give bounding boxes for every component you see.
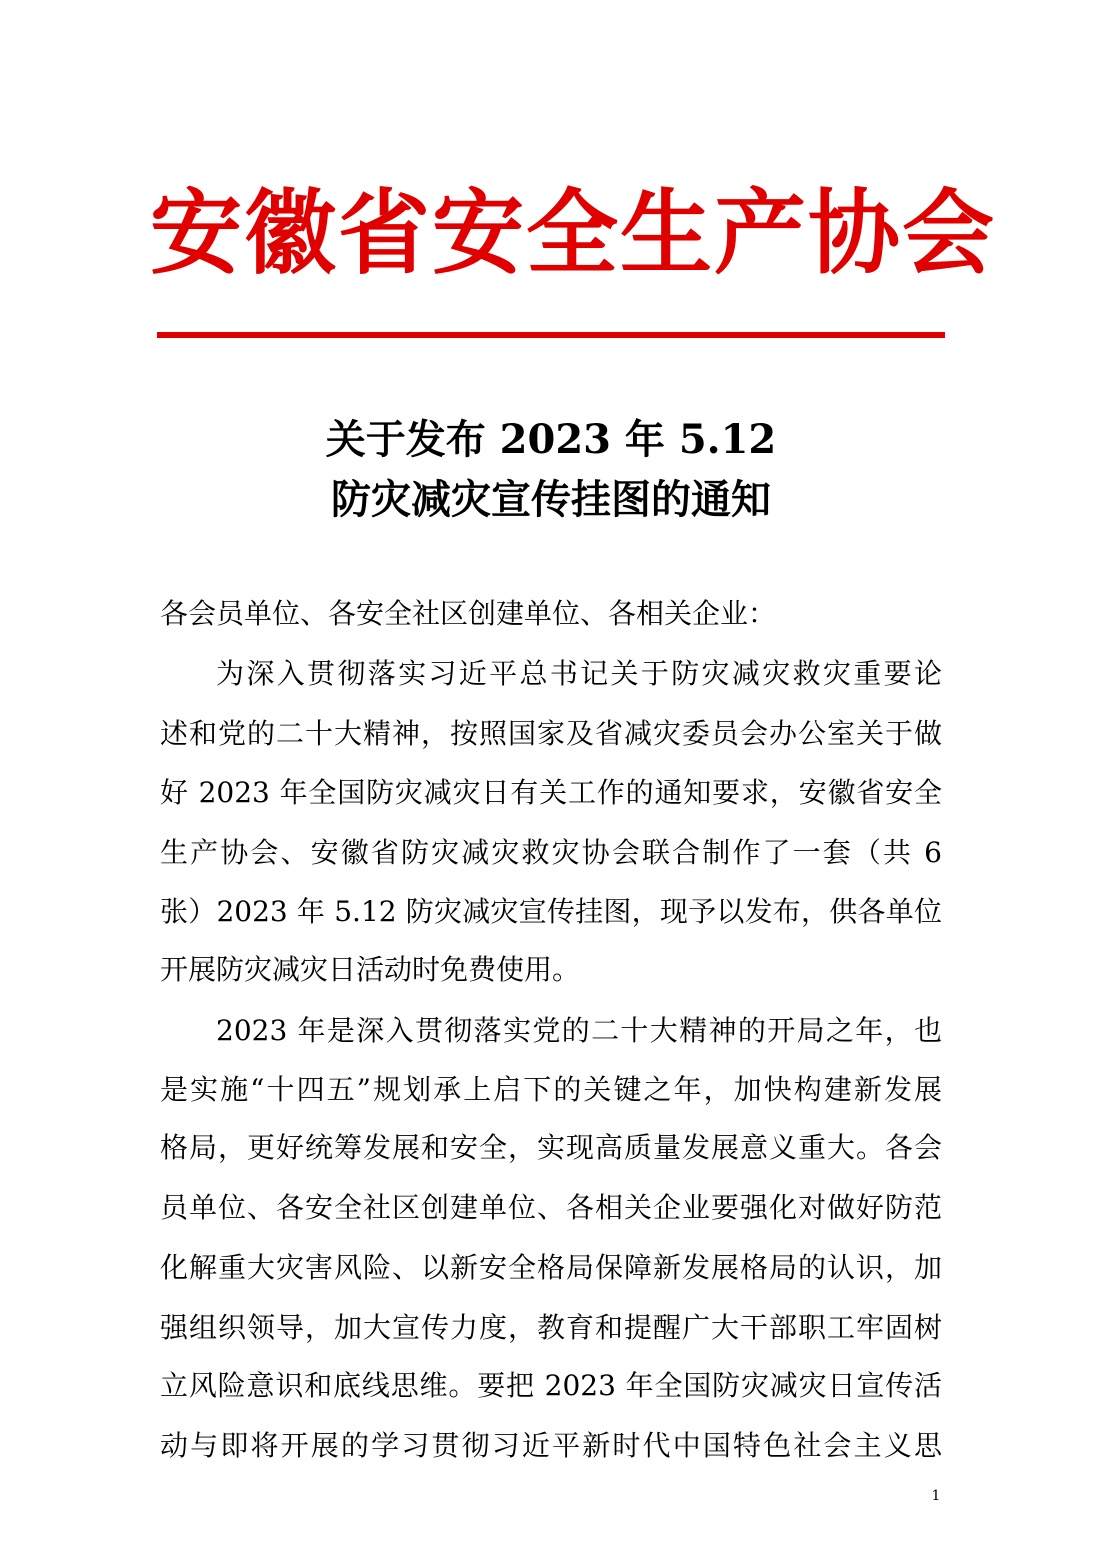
page-number: 1 [931, 1488, 941, 1504]
document-title-line-1: 关于发布 2023 年 5.12 [325, 416, 777, 463]
salutation: 各会员单位、各安全社区创建单位、各相关企业： [160, 597, 777, 630]
paragraph-2-line: 化解重大灾害风险、以新安全格局保障新发展格局的认识，加 [160, 1251, 942, 1284]
paragraph-1-line: 张）2023 年 5.12 防灾减灾宣传挂图，现予以发布，供各单位 [160, 895, 942, 928]
organization-header: 安徽省安全生产协会 [150, 179, 997, 287]
paragraph-1-line: 述和党的二十大精神，按照国家及省减灾委员会办公室关于做 [160, 717, 942, 750]
header-red-rule [157, 332, 945, 338]
paragraph-1-line: 开展防灾减灾日活动时免费使用。 [160, 953, 581, 986]
paragraph-1-line: 好 2023 年全国防灾减灾日有关工作的通知要求，安徽省安全 [160, 776, 942, 809]
paragraph-1-line: 生产协会、安徽省防灾减灾救灾协会联合制作了一套（共 6 [160, 836, 942, 869]
paragraph-2-line: 动与即将开展的学习贯彻习近平新时代中国特色社会主义思 [160, 1429, 942, 1462]
paragraph-2-line: 格局，更好统筹发展和安全，实现高质量发展意义重大。各会 [160, 1131, 942, 1164]
document-title-line-2: 防灾减灾宣传挂图的通知 [331, 476, 771, 523]
paragraph-2-line: 员单位、各安全社区创建单位、各相关企业要强化对做好防范 [160, 1191, 942, 1224]
paragraph-2-line: 是实施“十四五”规划承上启下的关键之年，加快构建新发展 [160, 1073, 942, 1106]
paragraph-1-line: 为深入贯彻落实习近平总书记关于防灾减灾救灾重要论 [216, 657, 942, 690]
paragraph-2-line: 2023 年是深入贯彻落实党的二十大精神的开局之年，也 [216, 1014, 942, 1047]
paragraph-2-line: 强组织领导，加大宣传力度，教育和提醒广大干部职工牢固树 [160, 1311, 942, 1344]
paragraph-2-line: 立风险意识和底线思维。要把 2023 年全国防灾减灾日宣传活 [160, 1369, 942, 1402]
